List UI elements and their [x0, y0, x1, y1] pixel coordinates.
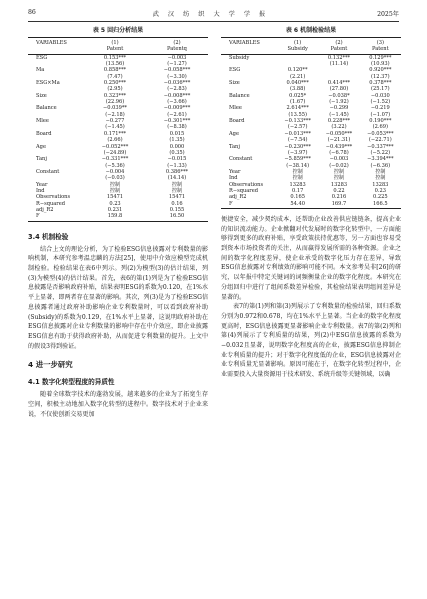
row-value: (−1.27)	[167, 61, 187, 68]
table5-subcol-1: Patent	[84, 46, 146, 54]
row-value: (13.56)	[105, 61, 125, 68]
row-value: (25.17)	[371, 86, 390, 93]
running-header	[28, 9, 399, 21]
row-value: (1.67)	[290, 99, 306, 106]
table5-caption: 表 5 回归分析结果	[92, 27, 144, 34]
table5-header-row	[28, 38, 208, 47]
right-paragraph-1: 便捷安全，减少契约成本，还帮助企业改善供应链链条，提高企业的知识流动能力。企业掀翻对代发展时的数字化转型中，一方面能够得到更多的政府补贴，享受政策扶持优惠等，另一方面也容易受到资本市场投资者的关注，从而赢得发展所需的各种资源。企业之间的数字化程度差异，使企业承受的数字化压力存在差异，导致ESG信息披露对专利绩效的影响可能不同。本文参考吴非[26]的研究，以年报中特定关键词的词频衡量企业的数字化程度。本研究在分组回归中进行了组间系数差异检验，其检验结果表明组间差异是显著的。	[221, 215, 401, 301]
table-row	[221, 54, 401, 61]
row-value: −0.008***	[163, 92, 191, 99]
table6-subcol-2: Patent	[318, 46, 359, 54]
row-value: (−2.61)	[167, 111, 187, 118]
row-value: −0.439***	[325, 143, 353, 150]
row-value: 0.250***	[103, 80, 127, 87]
row-value: (−8.38)	[167, 124, 187, 131]
table6-subcol-1: Subsidy	[277, 46, 318, 54]
row-variable: ESG	[36, 54, 48, 61]
table5-subcol-2: Patentq	[146, 46, 208, 54]
row-value: (3.88)	[290, 86, 306, 93]
row-value: −0.030	[370, 92, 390, 99]
section-3-4-heading: 3.4 机制检验	[28, 232, 69, 241]
row-value: (−1.92)	[329, 99, 349, 106]
row-value: (−3.30)	[167, 73, 187, 80]
row-value: (1.35)	[169, 137, 185, 144]
row-value: (−2.18)	[105, 111, 125, 118]
row-value: 0.171***	[103, 130, 127, 137]
row-variable: ESG×Ma	[36, 80, 60, 87]
row-value: −0.230***	[284, 143, 311, 150]
row-value: 控制	[375, 175, 386, 182]
table6-header-row	[221, 38, 401, 47]
row-value: 0.025*	[289, 92, 307, 99]
table5-var-header: VARIABLES	[28, 38, 84, 55]
row-variable: Balance	[229, 92, 250, 99]
row-value: 控制	[333, 175, 345, 182]
row-value: 控制	[292, 168, 303, 175]
table6-var-header: VARIABLES	[221, 38, 277, 55]
row-value: −0.038*	[328, 92, 350, 99]
row-value: (−38.14)	[286, 162, 310, 169]
row-value: 15471	[168, 194, 186, 201]
table6-col-2: (2)	[318, 38, 359, 47]
row-value: (−0.03)	[105, 175, 125, 182]
row-value: 169.7	[318, 201, 359, 209]
table6-subcol-3: Patent	[360, 46, 401, 54]
row-variable: Size	[229, 80, 240, 87]
row-value: 0.16	[171, 200, 183, 207]
row-value: (12.37)	[371, 73, 390, 80]
row-value: (−1.52)	[370, 99, 391, 106]
row-value: 166.5	[360, 201, 401, 209]
row-value: −0.013***	[284, 130, 311, 137]
section-3-4-paragraph: 结合上文的理论分析，为了检验ESG信息披露对专利数量的影响机制，本研究参考温忠麟的方法[25]，使用中介效应模型完成机制检验。检验结果在表6中列示。列(2)为模型(3)的估计结果，列(3)为模型(4)的估计结果。首先，表6的第(1)列是为了检验ESG信息披露是否影响政府补贴，结果表明ESG的系数为0.120，在1%水平上显著，即两者存在显著的影响。其次，列(3)是为了检验ESG信息披露者通过政府补助影响企业专利数量时，可以看到政府补助(Subsidy)的系数为0.129，在1%水平上显著，这说明政府补助在ESG信息披露对企业专利数量的影响中存在中介效应，即企业披露ESG信息有助于获得政府补助，从而促进专利数量的提升。上文中的假设3得到验证。	[28, 245, 208, 350]
row-value: (2.66)	[107, 137, 123, 144]
row-value: (3.22)	[331, 124, 347, 131]
row-value: 0.153***	[103, 54, 127, 61]
row-value: 0.015	[169, 130, 185, 137]
row-value: (−2.57)	[287, 124, 308, 131]
row-value: 13283	[372, 181, 389, 188]
row-value: (−1.07)	[370, 111, 391, 118]
row-value: −0.036***	[163, 80, 191, 87]
row-variable: Board	[36, 130, 52, 137]
row-value: −0.003	[167, 54, 187, 61]
row-value: −0.133***	[284, 118, 311, 125]
header-rule	[28, 21, 399, 22]
row-value: (−6.78)	[329, 149, 349, 156]
row-value: (−0.02)	[329, 162, 349, 169]
row-value: (−1.45)	[105, 124, 125, 131]
table5-col-2: (2)	[146, 38, 208, 47]
row-value: 0.216	[331, 194, 347, 201]
row-variable: Mlee	[229, 105, 242, 112]
row-value: (−7.54)	[287, 137, 308, 144]
section-4-heading: 4 进一步研究	[28, 360, 73, 370]
row-variable: adj_R2	[36, 206, 54, 213]
row-value: (−3.97)	[287, 149, 308, 156]
row-value: (0.35)	[169, 149, 185, 156]
row-value: 2.614***	[286, 105, 309, 112]
row-value: 0.228***	[327, 118, 351, 125]
row-value: 0.920***	[369, 67, 392, 74]
row-variable: Ind	[229, 175, 238, 182]
row-value: (−1.45)	[329, 111, 349, 118]
row-value: (−21.31)	[327, 137, 351, 144]
row-value: (−2.83)	[167, 86, 187, 93]
row-value: −0.337***	[367, 143, 394, 150]
row-variable: Subsidy	[229, 54, 250, 61]
row-variable: Observations	[229, 181, 264, 188]
row-value: 控制	[109, 181, 121, 188]
row-variable: Year	[229, 168, 241, 175]
row-variable: Ma	[36, 67, 45, 74]
row-value: 54.40	[277, 201, 318, 209]
row-variable: Age	[229, 130, 239, 137]
row-value: −0.052***	[101, 143, 129, 150]
row-value: (11.14)	[329, 61, 349, 68]
row-value: (−3.66)	[167, 99, 187, 106]
row-variable: Tanj	[36, 156, 47, 163]
row-variable: F	[221, 201, 277, 209]
row-value: 控制	[109, 187, 121, 194]
table-row	[221, 201, 401, 209]
row-value: 0.323***	[103, 92, 127, 99]
row-value: 控制	[171, 187, 183, 194]
section-4-1-paragraph: 随着全球数字技术的蓬勃发展，越来越多的企业为了拓宽生存空间，积极主动地加入数字化转型的进程中。数字技术对于企业来说，不仅使创新交易更加	[28, 391, 208, 418]
row-value: 0.22	[333, 187, 345, 194]
row-value: 控制	[292, 175, 303, 182]
row-variable: Size	[36, 92, 47, 99]
row-value: −0.331***	[101, 156, 129, 163]
row-variable: Constant	[229, 156, 253, 163]
row-value: −0.039**	[103, 105, 127, 112]
row-value: 16.50	[146, 213, 208, 221]
table-row	[28, 194, 208, 200]
row-value: 0.231	[107, 206, 123, 213]
row-value: −0.004	[105, 168, 125, 175]
row-value: 0.132***	[327, 54, 351, 61]
row-value: 0.414***	[327, 80, 351, 87]
row-value: (−22.71)	[368, 137, 392, 144]
row-value: 控制	[375, 168, 386, 175]
row-value: (7.47)	[107, 73, 123, 80]
row-variable: Mlee	[36, 118, 49, 125]
row-variable: R−squared	[229, 187, 259, 194]
row-variable: ESG	[229, 67, 241, 74]
left-column	[28, 25, 208, 419]
row-value: 0.190***	[369, 118, 392, 125]
row-value: 0.000	[169, 143, 185, 150]
row-value: 0.120**	[287, 67, 308, 74]
row-variable: Observations	[36, 194, 71, 201]
row-variable: R−squared	[36, 200, 66, 207]
row-value: (10.93)	[371, 61, 390, 68]
row-value: −3.394***	[367, 156, 394, 163]
table-row	[28, 201, 208, 207]
section-4-1-heading: 4.1 数字化转型程度的异质性	[28, 378, 115, 387]
row-value: 控制	[171, 181, 183, 188]
table6	[221, 37, 401, 209]
row-value: 159.8	[84, 213, 146, 221]
row-value: 0.23	[374, 187, 386, 194]
table5	[28, 37, 208, 222]
row-value: −0.050***	[325, 130, 353, 137]
row-variable: Age	[36, 143, 46, 150]
row-value: 0.165	[290, 194, 305, 201]
row-value: (14.14)	[167, 175, 187, 182]
row-variable: Board	[229, 118, 245, 125]
right-column	[221, 25, 401, 380]
row-variable: Constant	[36, 168, 60, 175]
row-value: (−5.22)	[370, 149, 391, 156]
row-value: (−1.33)	[167, 162, 187, 169]
row-value: −0.219	[370, 105, 390, 112]
row-value: −5.859***	[284, 156, 311, 163]
row-variable: Ind	[36, 187, 45, 194]
row-value: 0.23	[109, 200, 121, 207]
right-paragraph-2: 表7的第(1)列和第(3)列展示了专利数量的检验结果，回归系数分别为0.972和0.678，均在1%水平上显著。当企业的数字化程度更高时，ESG信息披露更显著影响企业专利数量。表7的第(2)列和第(4)列展示了专利质量的结果，列(2)中ESG信息披露的系数为−0.032且显著，说明数字化程度高的企业，披露ESG信息抑制企业专利质量的提升；对于数字化程度低的企业，ESG信息披露对企业专利质量无显著影响。原因可能在于，在数字化转型过程中，企业需要投入大量资源用于技术研发、系统升级等关键领域，以确	[221, 303, 401, 379]
table6-caption: 表 6 机制检验结果	[285, 27, 337, 34]
row-value: 13283	[330, 181, 348, 188]
page-number: 86	[28, 9, 36, 16]
row-value: 13283	[289, 181, 306, 188]
row-value: 0.129***	[369, 54, 392, 61]
row-value: −0.058***	[163, 67, 191, 74]
row-value: 0.378***	[369, 80, 392, 87]
row-variable: Tanj	[229, 143, 240, 150]
row-variable: Balance	[36, 105, 57, 112]
row-value: (22.96)	[105, 99, 125, 106]
table-row	[28, 213, 208, 221]
row-value: (−6.36)	[370, 162, 391, 169]
row-value: −0.277	[105, 118, 125, 125]
row-value: 0.225	[373, 194, 388, 201]
row-value: (2.95)	[107, 86, 123, 93]
table-row	[28, 105, 208, 111]
row-value: 控制	[333, 168, 345, 175]
table5-col-1: (1)	[84, 38, 146, 47]
journal-title: 武汉纺织大学学报	[152, 11, 275, 18]
row-value: −0.015	[167, 156, 187, 163]
row-value: 15471	[106, 194, 124, 201]
row-variable: F	[28, 213, 84, 221]
row-variable: adj_R2	[229, 194, 247, 201]
row-value: −0.301***	[163, 118, 191, 125]
row-value: 0.17	[291, 187, 304, 194]
publication-year: 2025年	[377, 11, 399, 18]
row-value: 0.040***	[286, 80, 309, 87]
row-value: (13.55)	[288, 111, 307, 118]
row-value: (−5.36)	[105, 162, 125, 169]
row-value: −0.053***	[367, 130, 394, 137]
row-value: (2.21)	[290, 73, 306, 80]
row-value: 0.155	[169, 206, 185, 213]
row-variable: Year	[36, 181, 48, 188]
row-value: (27.80)	[329, 86, 349, 93]
row-value	[277, 54, 318, 61]
row-value: (−24.89)	[103, 149, 127, 156]
row-value: −0.299	[329, 105, 349, 112]
row-value: −0.009***	[163, 105, 191, 112]
table6-col-1: (1)	[277, 38, 318, 47]
row-value: 0.386***	[165, 168, 189, 175]
table6-col-3: (3)	[360, 38, 401, 47]
table-row	[28, 54, 208, 61]
row-value: −0.003	[329, 156, 349, 163]
row-value: 0.858***	[103, 67, 127, 74]
row-value: (2.69)	[372, 124, 388, 131]
